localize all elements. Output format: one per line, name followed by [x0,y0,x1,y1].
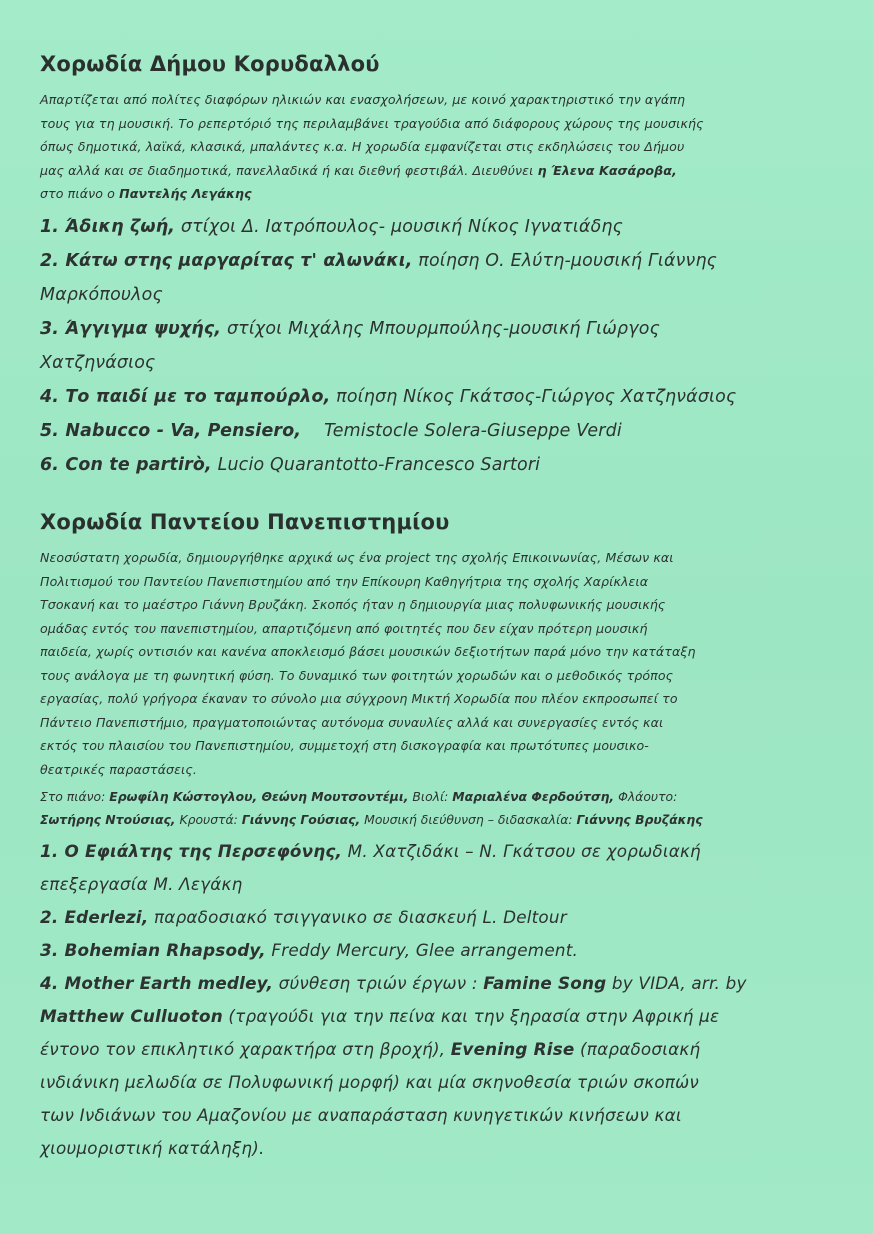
song-credit: στίχοι Μιχάλης Μπουρμπούλης-μουσική Γιώργος [221,318,660,339]
song-credit: χιουμοριστική κατάληξη). [40,1138,265,1158]
song-title: 2. Κάτω στης μαργαρίτας τ' αλωνάκι, [40,250,413,271]
song-credit: παραδοσιακό τσιγγανικο σε διασκευή L. Deltour [148,907,567,927]
song-item [40,835,840,868]
song-item [40,1033,840,1066]
song-credit: Χατζηνάσιος [40,352,156,373]
song-credit: ποίηση Νίκος Γκάτσος-Γιώργος Χατζηνάσιος [330,386,737,407]
song-item [40,278,840,312]
song-credit: Μ. Χατζιδάκι – Ν. Γκάτσου σε χορωδιακή [342,841,701,861]
description-line: Τσοκανή και το μαέστρο Γιάννη Βρυζάκη. Σκοπός ήταν η δημιουργία μιας πολυφωνικής μουσικής [40,597,666,612]
song-credit: by VIDA, arr. by [606,973,747,993]
song-item [40,312,840,346]
description-line: εργασίας, πολύ γρήγορα έκαναν το σύνολο μια σύγχρονη Μικτή Χορωδία που πλέον εκπροσωπεί το [40,691,678,706]
song-item [40,380,840,414]
song-credit: σύνθεση τριών έργων : [273,973,484,993]
description-line: Νεοσύστατη χορωδία, δημιουργήθηκε αρχικά ως ένα project της σχολής Επικοινωνίας, Μέσων και [40,550,674,565]
credit-name: Ερωφίλη Κώστογλου, Θεώνη Μουτσοντέμι, [109,789,409,804]
song-credit: ινδιάνικη μελωδία σε Πολυφωνική μορφή) και μία σκηνοθεσία τριών σκοπών [40,1072,699,1092]
song-credit: στίχοι Δ. Ιατρόπουλος- μουσική Νίκος Ιγνατιάδης [175,216,624,237]
song-credit: ποίηση Ο. Ελύτη-μουσική Γιάννης [412,250,718,271]
conductor-name: η Έλενα Κασάροβα, [537,162,677,178]
credit-name: Γιάννης Βρυζάκης [576,812,703,827]
description-line: ομάδας εντός του πανεπιστημίου, απαρτιζόμενη από φοιτητές που δεν είχαν πρότερη μουσική [40,620,648,636]
credit-name: Σωτήρης Ντούσιας, [40,812,176,827]
song-list [40,210,840,482]
section-title: Χορωδία Παντείου Πανεπιστημίου [40,510,450,534]
song-item [40,1099,840,1132]
song-title: 1. Ο Εφιάλτης της Περσεφόνης, [40,841,343,861]
song-credit: Freddy Mercury, Glee arrangement. [265,940,579,960]
description-line: θεατρικές παραστάσεις. [40,761,197,777]
song-item [40,244,840,278]
song-title: 4. Το παιδί με το ταμπούρλο, [40,386,331,407]
song-credit: (τραγούδι για την πείνα και την ξηρασία στην Αφρική με [222,1006,720,1026]
credit-name: Γιάννης Γούσιας, [241,812,361,827]
song-list [40,835,840,1165]
credit-label: Φλάουτο: [614,789,678,804]
song-item [40,901,840,934]
song-item [40,967,840,1000]
song-item [40,414,840,448]
song-title: 1. Άδικη ζωή, [40,216,176,237]
section-korydallos-choir [40,52,840,482]
song-item [40,210,840,244]
credit-label: Κρουστά: [175,812,242,827]
description-line: Πάντειο Πανεπιστήμιο, πραγματοποιώντας αυτόνομα συναυλίες αλλά και συνεργασίες εντός και [40,714,664,730]
credit-name: Μαριαλένα Φερδούτση, [452,789,615,804]
credit-label: Μουσική διεύθυνση – διδασκαλία: [360,812,577,827]
song-title: Matthew Culluoton [40,1006,223,1026]
song-credit: των Ινδιάνων του Αμαζονίου με αναπαράσταση κυνηγετικών κινήσεων και [40,1105,682,1125]
song-item [40,448,840,482]
song-title: 2. Ederlezi, [40,907,149,927]
song-item [40,868,840,901]
song-credit: Lucio Quarantotto-Francesco Sartori [211,454,541,475]
song-credit: έντονο τον επικλητικό χαρακτήρα στη βροχή), [40,1039,451,1059]
song-title: 4. Mother Earth medley, [40,973,274,993]
song-credit: Temistocle Solera-Giuseppe Verdi [301,420,622,441]
song-credit: επεξεργασία Μ. Λεγάκη [40,874,243,894]
section-description [40,88,840,206]
song-title: 6. Con te partirò, [40,454,212,475]
song-title: 3. Bohemian Rhapsody, [40,940,266,960]
description-line: μας αλλά και σε διαδημοτικά, πανελλαδικά ή και διεθνή φεστιβάλ. Διευθύνει [40,162,538,178]
description-line: τους για τη μουσική. Το ρεπερτόριό της περιλαμβάνει τραγούδια από διάφορους χώρους της μουσικής [40,115,704,131]
description-line: Απαρτίζεται από πολίτες διαφόρων ηλικιών και ενασχολήσεων, με κοινό χαρακτηριστικό την αγάπη [40,92,686,107]
song-title: 3. Άγγιγμα ψυχής, [40,318,222,339]
song-credit: (παραδοσιακή [574,1039,701,1059]
description-line: εκτός του πλαισίου του Πανεπιστημίου, συμμετοχή στη δισκογραφία και πρωτότυπες μουσικο- [40,738,649,753]
song-title: Famine Song [483,973,607,993]
song-credit: Μαρκόπουλος [40,284,163,305]
song-item [40,1000,840,1033]
section-description [40,546,840,781]
description-line: παιδεία, χωρίς οντισιόν και κανένα αποκλεισμό βάσει μουσικών δεξιοτήτων παρά μόνο την κατάταξη [40,644,696,659]
song-item [40,346,840,380]
song-item [40,1132,840,1165]
credit-label: Βιολί: [408,789,453,804]
song-item [40,1066,840,1099]
piano-prefix: στο πιάνο ο [40,186,120,201]
section-panteion-choir [40,510,840,1165]
description-line: τους ανάλογα με τη φωνητική φύση. Το δυναμικό των φοιτητών χορωδών και ο μεθοδικός τρόπος [40,667,674,683]
song-title: Evening Rise [450,1039,575,1059]
description-line: Πολιτισμού του Παντείου Πανεπιστημίου από την Επίκουρη Καθηγήτρια της σχολής Χαρίκλεια [40,573,649,589]
musician-credits [40,785,840,831]
credit-label: Στο πιάνο: [40,789,110,804]
song-item [40,934,840,967]
piano-name: Παντελής Λεγάκης [119,186,252,201]
song-title: 5. Nabucco - Va, Pensiero, [40,420,302,441]
description-line: όπως δημοτικά, λαϊκά, κλασικά, μπαλάντες κ.α. Η χορωδία εμφανίζεται στις εκδηλώσεις του Δήμου [40,139,685,154]
section-title: Χορωδία Δήμου Κορυδαλλού [40,52,380,76]
